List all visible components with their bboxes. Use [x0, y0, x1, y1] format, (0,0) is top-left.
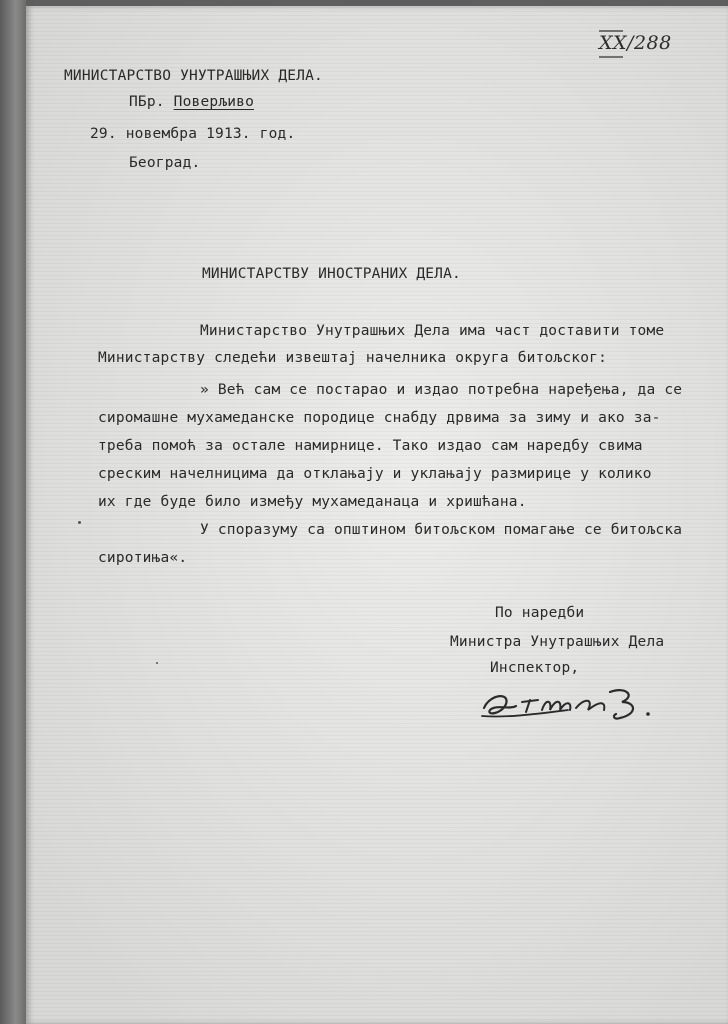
body-line: У споразуму са општином битољском помагање се битољска	[200, 522, 683, 538]
body-line: сиромашне мухамеданске породице снабду дрвима за зиму и ако за-	[98, 410, 661, 426]
archive-number-stamp	[593, 26, 683, 66]
archive-number: XX/288	[599, 32, 672, 54]
closing-line: Министра Унутрашњих Дела	[450, 634, 665, 650]
document-city: Београд.	[129, 155, 201, 171]
body-line: » Већ сам се постарао и издао потребна наређења, да се	[200, 382, 683, 398]
scan-left-edge	[0, 0, 26, 1024]
body-line: среским начелницима да отклањају и уклањају размирице у колико	[98, 466, 652, 482]
body-line: сиротиња«.	[98, 550, 188, 566]
body-line: Министарству следећи извештај начелника округа битољског:	[98, 350, 607, 366]
ministry-heading: МИНИСТАРСТВО УНУТРАШЊИХ ДЕЛА.	[64, 68, 323, 84]
reference-value: Поверљиво	[173, 94, 255, 110]
addressee: МИНИСТАРСТВУ ИНОСТРАНИХ ДЕЛА.	[202, 266, 461, 282]
reference-line	[129, 94, 254, 110]
reference-label: ПБр.	[129, 94, 165, 110]
body-line: Министарство Унутрашњих Дела има част доставити томе	[200, 323, 665, 339]
scan-speck	[156, 662, 158, 664]
scan-speck	[78, 521, 81, 524]
body-line: треба помоћ за остале намирнице. Тако издао сам наредбу свима	[98, 438, 643, 454]
closing-line: Инспектор,	[490, 660, 580, 676]
handwritten-signature	[476, 680, 666, 726]
document-date: 29. новембра 1913. год.	[90, 126, 296, 142]
closing-line: По наредби	[495, 605, 585, 621]
body-line: их где буде било између мухамеданаца и хришћана.	[98, 494, 527, 510]
